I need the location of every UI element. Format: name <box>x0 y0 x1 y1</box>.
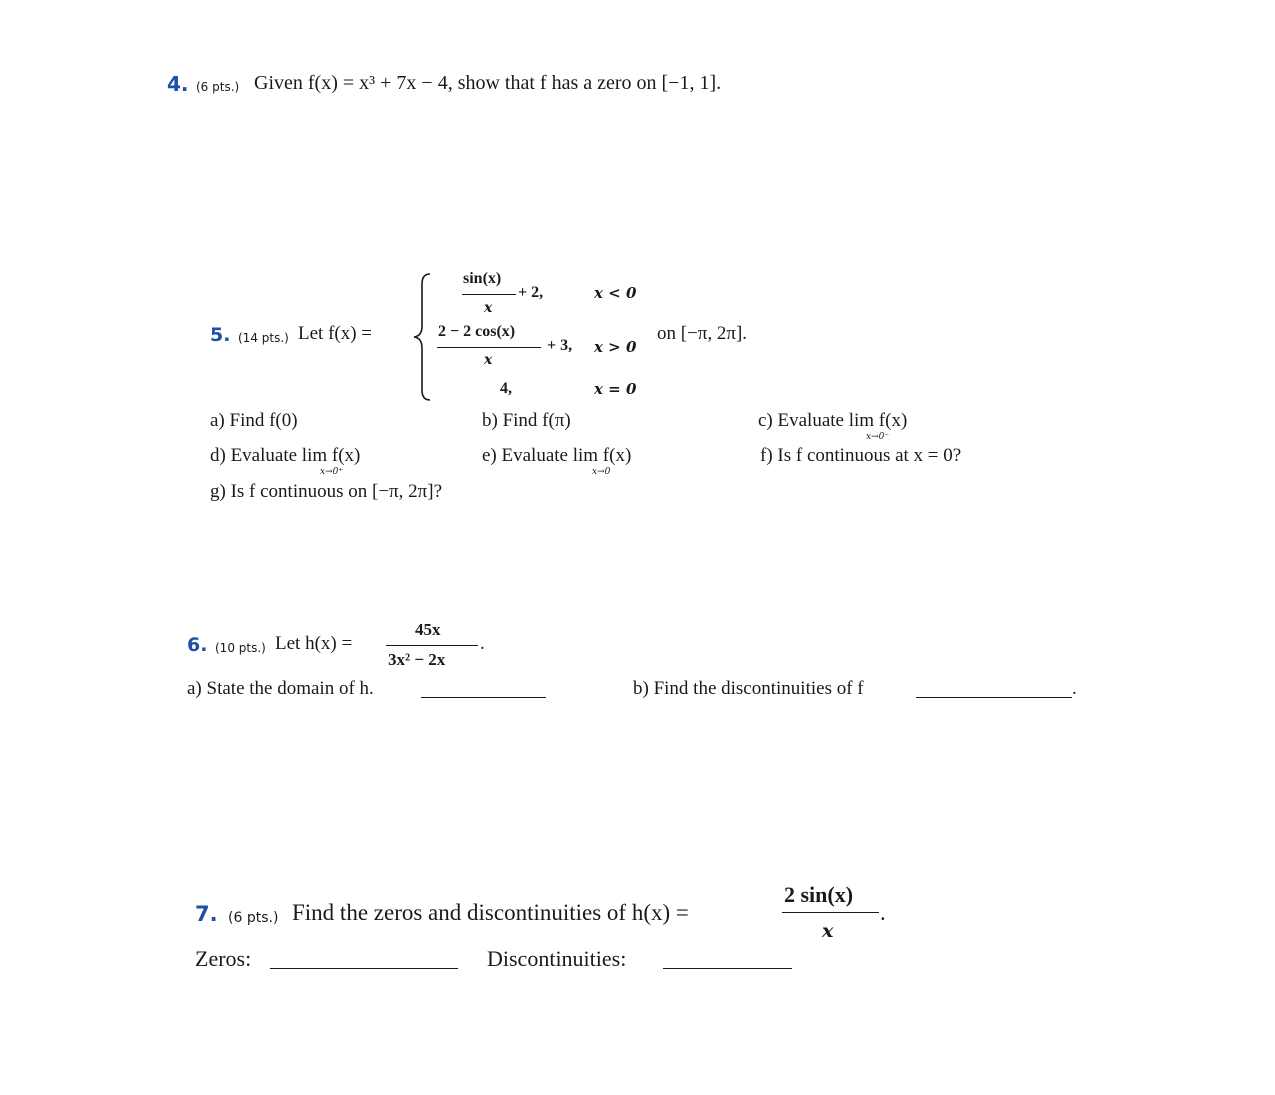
question-number: 4. <box>167 72 189 96</box>
part-a: a) State the domain of h. <box>187 678 374 699</box>
answer-blank[interactable] <box>421 697 546 698</box>
fraction-bar <box>437 347 541 348</box>
part-e: e) Evaluate lim f(x) <box>482 445 632 466</box>
discontinuities-label: Discontinuities: <box>487 946 627 971</box>
answer-blank[interactable] <box>663 968 792 969</box>
part-e-limit-sub: x→0 <box>592 467 611 477</box>
question-points: (6 pts.) <box>196 80 240 94</box>
case2-condition: x > 0 <box>594 338 637 356</box>
function-lead: Let f(x) = <box>298 323 373 344</box>
sentence-period: . <box>480 633 485 654</box>
part-f: f) Is f continuous at x = 0? <box>760 445 962 466</box>
case1-numerator: sin(x) <box>463 270 502 287</box>
answer-blank[interactable] <box>270 968 458 969</box>
part-a: a) Find f(0) <box>210 410 298 431</box>
fraction-denominator: x <box>822 920 834 942</box>
question-text: Find the zeros and discontinuities of h(x) = <box>292 900 689 925</box>
question-text: Given f(x) = x³ + 7x − 4, show that f has a zero on [−1, 1]. <box>254 72 722 94</box>
case1-denominator: x <box>484 300 493 316</box>
part-b: b) Find f(π) <box>482 410 571 431</box>
case2-numerator: 2 − 2 cos(x) <box>438 323 516 340</box>
function-lead: Let h(x) = <box>275 633 353 654</box>
part-d: d) Evaluate lim f(x) <box>210 445 361 466</box>
part-c: c) Evaluate lim f(x) <box>758 410 908 431</box>
question-number: 5. <box>210 324 231 346</box>
question-number: 6. <box>187 634 208 656</box>
fraction-bar <box>782 912 879 913</box>
fraction-numerator: 45x <box>415 620 441 639</box>
part-c-limit-sub: x→0⁻ <box>866 432 890 442</box>
case2-denominator: x <box>484 352 493 368</box>
case3-condition: x = 0 <box>594 380 637 398</box>
question-points: (6 pts.) <box>228 910 279 926</box>
domain-interval: on [−π, 2π]. <box>657 323 748 344</box>
question-points: (10 pts.) <box>215 641 266 655</box>
case1-condition: x < 0 <box>594 284 637 302</box>
sentence-period: . <box>880 900 886 925</box>
question-number: 7. <box>195 902 218 926</box>
fraction-denominator: 3x² − 2x <box>388 650 446 669</box>
fraction-bar <box>462 294 516 295</box>
part-b: b) Find the discontinuities of f <box>633 678 864 699</box>
case3-value: 4, <box>500 380 512 397</box>
question-points: (14 pts.) <box>238 331 289 345</box>
part-d-limit-sub: x→0⁺ <box>320 467 344 477</box>
case1-tail: + 2, <box>518 284 544 301</box>
fraction-bar <box>386 645 478 646</box>
left-brace-icon <box>410 272 434 402</box>
answer-blank[interactable] <box>916 697 1072 698</box>
part-g: g) Is f continuous on [−π, 2π]? <box>210 481 442 502</box>
zeros-label: Zeros: <box>195 946 252 971</box>
sentence-period: . <box>1072 678 1077 699</box>
fraction-numerator: 2 sin(x) <box>784 882 854 907</box>
case2-tail: + 3, <box>547 337 573 354</box>
